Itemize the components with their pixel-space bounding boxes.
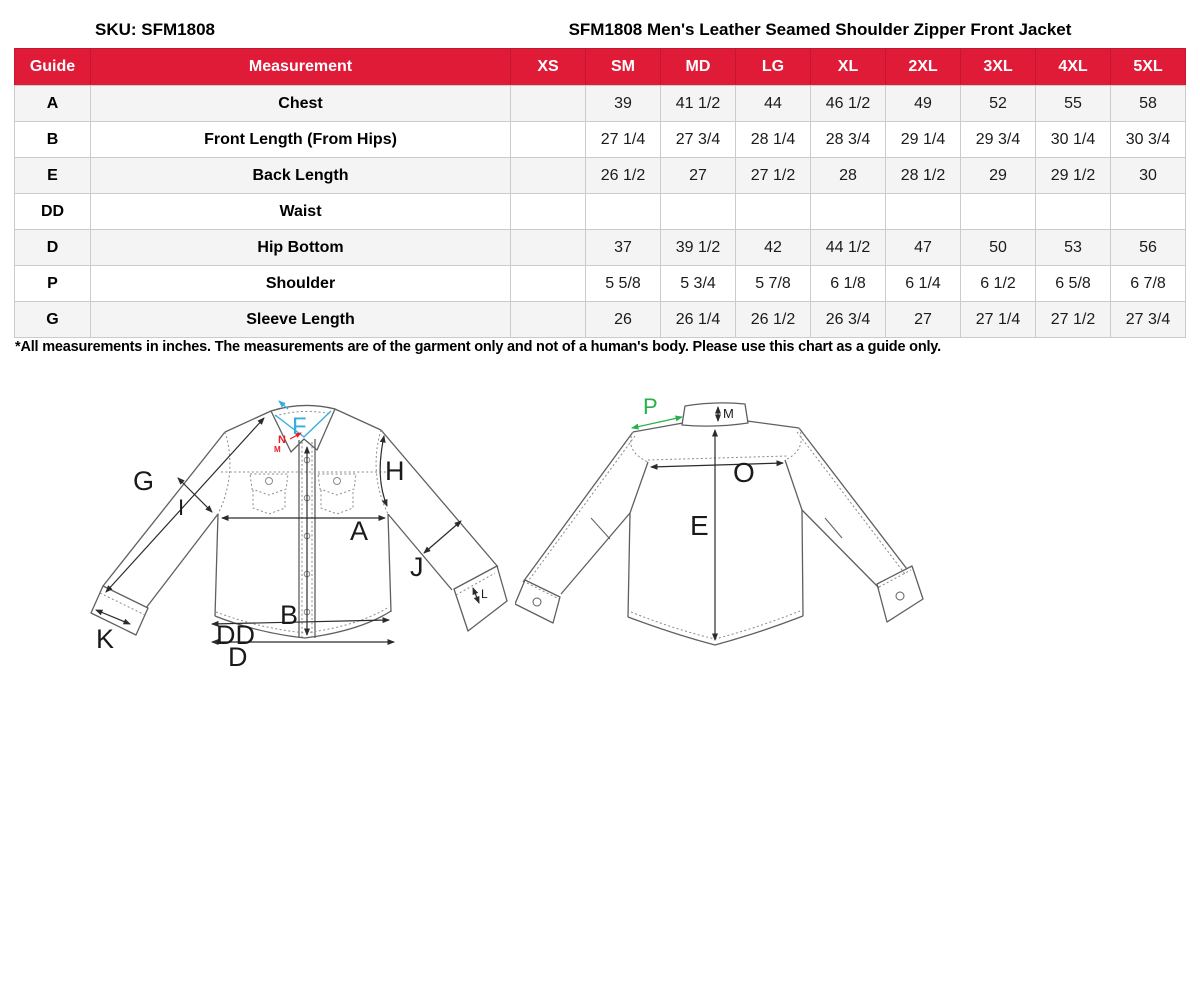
guide-cell: G [15,302,91,338]
front-label-a: A [350,516,369,546]
value-cell: 6 1/4 [886,266,961,302]
value-cell: 5 3/4 [661,266,736,302]
guide-cell: DD [15,194,91,230]
value-cell [661,194,736,230]
value-cell: 39 1/2 [661,230,736,266]
value-cell: 44 [736,86,811,122]
value-cell: 30 [1111,158,1186,194]
measurement-cell: Front Length (From Hips) [91,122,511,158]
guide-cell: A [15,86,91,122]
table-row [15,86,1186,122]
value-cell: 26 1/2 [586,158,661,194]
front-label-f: F [292,413,307,440]
value-cell: 26 1/4 [661,302,736,338]
value-cell: 46 1/2 [811,86,886,122]
value-cell: 27 1/4 [961,302,1036,338]
size-table-body [15,86,1186,338]
value-cell: 27 1/2 [1036,302,1111,338]
back-stitch-lines [527,428,911,639]
front-label-j: J [410,552,424,582]
value-cell [586,194,661,230]
value-cell: 41 1/2 [661,86,736,122]
front-label-i: I [178,495,185,520]
jacket-front-view-diagram [88,390,508,680]
column-header-2xl: 2XL [886,49,961,86]
measurement-cell: Chest [91,86,511,122]
front-label-dd: DD [216,620,255,650]
footnote: *All measurements in inches. The measurements are of the garment only and not of a human's body. Please use this chart as a guide only. [15,339,941,355]
table-row [15,302,1186,338]
guide-cell: P [15,266,91,302]
measurement-cell: Hip Bottom [91,230,511,266]
measure-arrow-j [424,521,461,553]
value-cell: 6 7/8 [1111,266,1186,302]
guide-cell: E [15,158,91,194]
value-cell: 5 7/8 [736,266,811,302]
table-row [15,230,1186,266]
back-label-p: P [643,394,658,419]
value-cell [1036,194,1111,230]
value-cell [961,194,1036,230]
back-label-m: M [723,406,734,421]
value-cell: 47 [886,230,961,266]
jacket-back-view-diagram [515,390,945,680]
measurement-cell: Sleeve Length [91,302,511,338]
value-cell: 42 [736,230,811,266]
front-label-g: G [133,466,155,496]
measurement-cell: Waist [91,194,511,230]
value-cell: 6 1/8 [811,266,886,302]
guide-cell: B [15,122,91,158]
back-label-o: O [733,457,755,488]
measurement-cell: Shoulder [91,266,511,302]
value-cell: 5 5/8 [586,266,661,302]
column-header-md: MD [661,49,736,86]
size-chart-table [14,48,1186,338]
column-header-xl: XL [811,49,886,86]
value-cell [511,194,586,230]
guide-cell: D [15,230,91,266]
value-cell: 49 [886,86,961,122]
value-cell: 30 3/4 [1111,122,1186,158]
value-cell: 27 [886,302,961,338]
product-title: SFM1808 Men's Leather Seamed Shoulder Zipper Front Jacket [568,20,1072,39]
value-cell: 39 [586,86,661,122]
value-cell: 52 [961,86,1036,122]
column-header-4xl: 4XL [1036,49,1111,86]
value-cell: 6 1/2 [961,266,1036,302]
value-cell: 27 3/4 [661,122,736,158]
value-cell [511,302,586,338]
front-label-d: D [228,642,248,672]
value-cell [511,158,586,194]
value-cell [886,194,961,230]
value-cell: 28 1/2 [886,158,961,194]
value-cell: 29 1/2 [1036,158,1111,194]
column-header-5xl: 5XL [1111,49,1186,86]
column-header-xs: XS [511,49,586,86]
value-cell: 29 3/4 [961,122,1036,158]
front-label-n: N [278,434,286,446]
front-label-m: M [274,445,281,454]
table-row [15,122,1186,158]
value-cell: 26 3/4 [811,302,886,338]
value-cell: 56 [1111,230,1186,266]
column-header-3xl: 3XL [961,49,1036,86]
column-header-guide: Guide [15,49,91,86]
size-table-header-row [15,49,1186,86]
value-cell [811,194,886,230]
value-cell: 55 [1036,86,1111,122]
value-cell [736,194,811,230]
front-jacket-outline [91,405,507,638]
value-cell: 37 [586,230,661,266]
value-cell: 30 1/4 [1036,122,1111,158]
front-label-l: L [481,587,488,601]
value-cell: 28 1/4 [736,122,811,158]
value-cell: 27 3/4 [1111,302,1186,338]
column-header-measurement: Measurement [91,49,511,86]
value-cell: 58 [1111,86,1186,122]
value-cell: 28 [811,158,886,194]
table-row [15,194,1186,230]
value-cell: 27 1/4 [586,122,661,158]
table-row [15,158,1186,194]
measure-arrow-o [651,463,783,467]
front-label-k: K [96,624,115,654]
value-cell: 29 [961,158,1036,194]
measure-arrow-g [106,418,264,592]
value-cell: 27 [661,158,736,194]
column-header-lg: LG [736,49,811,86]
value-cell: 28 3/4 [811,122,886,158]
value-cell: 26 1/2 [736,302,811,338]
value-cell: 29 1/4 [886,122,961,158]
column-header-sm: SM [586,49,661,86]
back-label-e: E [690,510,709,541]
value-cell [511,122,586,158]
value-cell: 6 5/8 [1036,266,1111,302]
value-cell: 27 1/2 [736,158,811,194]
value-cell [1111,194,1186,230]
value-cell: 50 [961,230,1036,266]
back-jacket-outline [515,403,923,645]
value-cell [511,266,586,302]
value-cell: 26 [586,302,661,338]
value-cell: 53 [1036,230,1111,266]
measurement-cell: Back Length [91,158,511,194]
value-cell [511,86,586,122]
front-label-h: H [385,456,405,486]
value-cell: 44 1/2 [811,230,886,266]
table-row [15,266,1186,302]
front-label-b: B [280,600,299,630]
sku-label: SKU: SFM1808 [95,20,215,39]
value-cell [511,230,586,266]
